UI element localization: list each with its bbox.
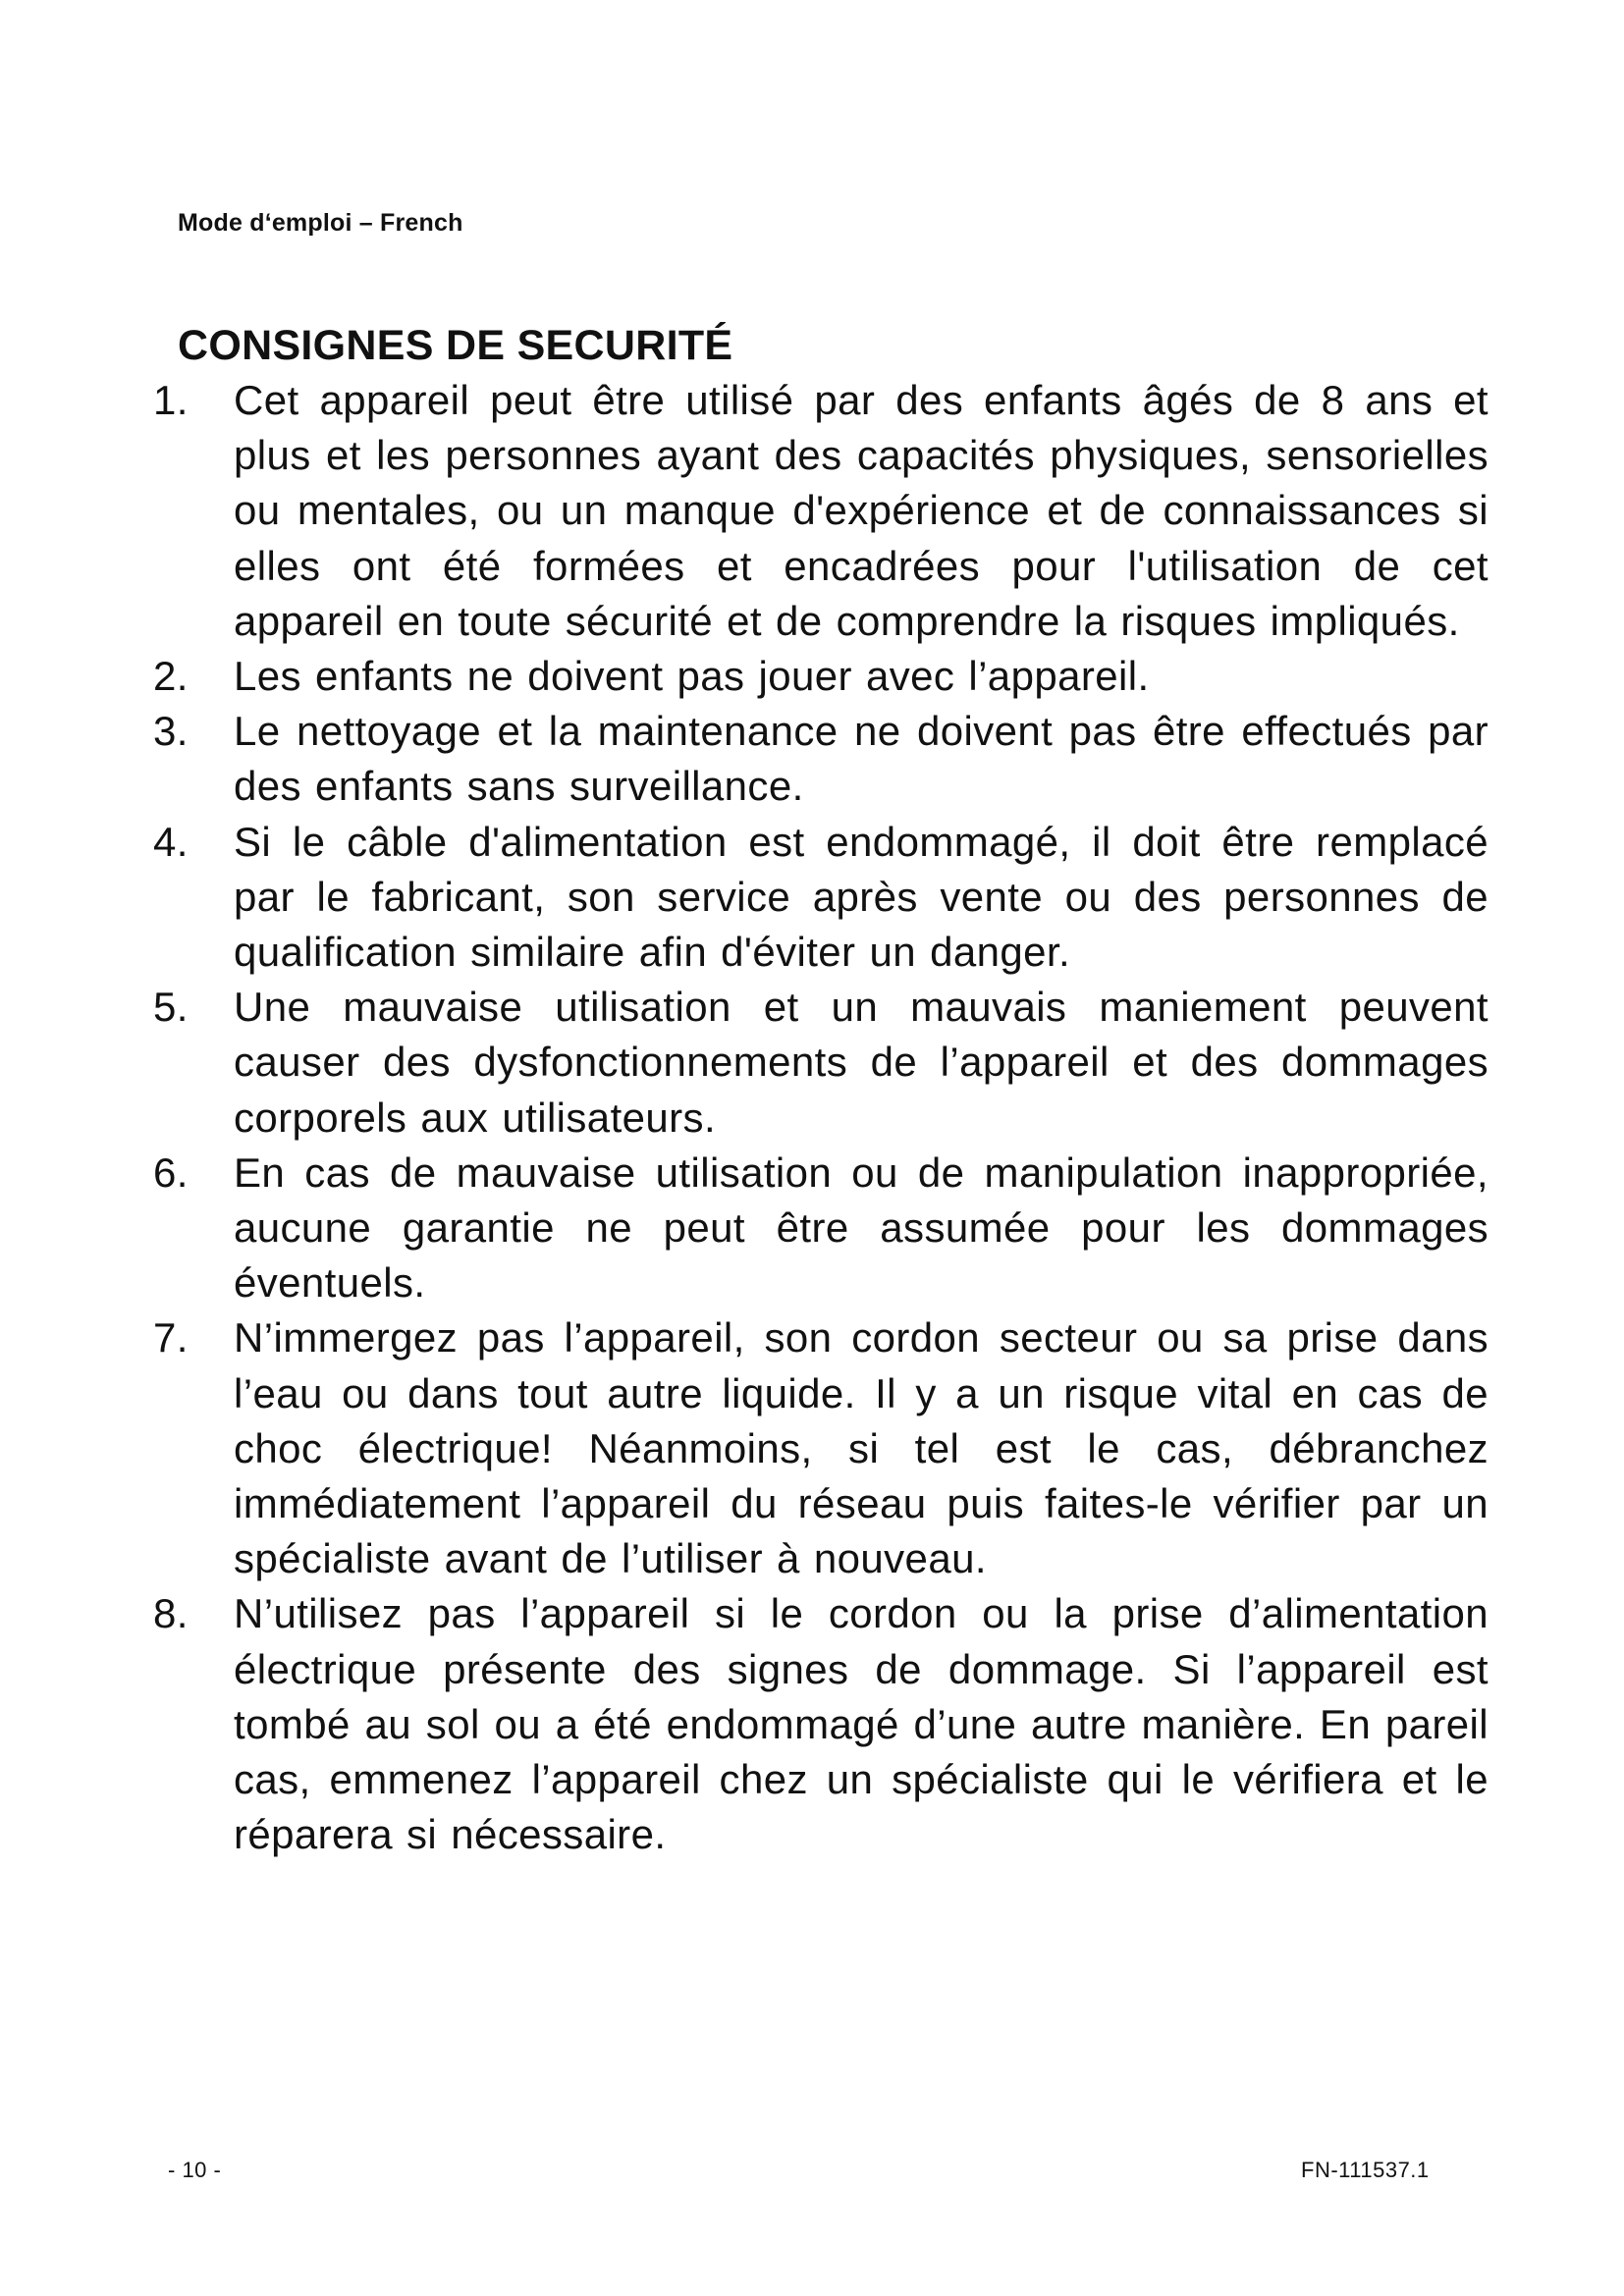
item-number: 6. bbox=[153, 1148, 189, 1196]
safety-instruction-6 bbox=[153, 1146, 1489, 1311]
section-title: CONSIGNES DE SECURITÉ bbox=[178, 322, 733, 369]
safety-instruction-3 bbox=[153, 704, 1489, 814]
safety-instruction-7 bbox=[153, 1310, 1489, 1586]
item-text: Si le câble d'alimentation est endommagé, il doit être remplacé par le fabricant, son service après vente ou des personnes de qualification similaire afin d'éviter un danger. bbox=[234, 818, 1489, 976]
item-text: Le nettoyage et la maintenance ne doivent pas être effectués par des enfants sans surveillance. bbox=[234, 708, 1489, 810]
document-code: FN-111537.1 bbox=[1301, 2158, 1430, 2182]
safety-instruction-1 bbox=[153, 373, 1489, 649]
item-number: 2. bbox=[153, 653, 189, 700]
item-text: Les enfants ne doivent pas jouer avec l’appareil. bbox=[234, 653, 1150, 700]
safety-instruction-2 bbox=[153, 649, 1489, 704]
item-number: 7. bbox=[153, 1314, 189, 1362]
safety-instructions-list bbox=[153, 373, 1489, 1862]
item-number: 3. bbox=[153, 708, 189, 755]
item-text: N’utilisez pas l’appareil si le cordon ou la prise d’alimentation électrique présente des signes de dommage. Si l’appareil est tombé au sol ou a été endommagé d’une autre manière. En pareil cas, emmenez l’appareil chez un spécialiste qui le vérifiera et le réparera si nécessaire. bbox=[234, 1590, 1489, 1858]
document-header: Mode d‘emploi – French bbox=[178, 209, 463, 237]
item-text: N’immergez pas l’appareil, son cordon secteur ou sa prise dans l’eau ou dans tout autre liquide. Il y a un risque vital en cas de choc électrique! Néanmoins, si tel est le cas, débranchez immédiatement l’appareil du réseau puis faites-le vérifier par un spécialiste avant de l’utiliser à nouveau. bbox=[234, 1314, 1489, 1582]
safety-instruction-4 bbox=[153, 815, 1489, 981]
item-number: 4. bbox=[153, 818, 189, 865]
item-number: 5. bbox=[153, 984, 189, 1031]
item-text: Une mauvaise utilisation et un mauvais maniement peuvent causer des dysfonctionnements de l’appareil et des dommages corporels aux utilisateurs. bbox=[234, 984, 1489, 1141]
safety-instruction-5 bbox=[153, 980, 1489, 1146]
safety-instruction-8 bbox=[153, 1586, 1489, 1862]
item-number: 8. bbox=[153, 1590, 189, 1637]
item-text: En cas de mauvaise utilisation ou de manipulation inappropriée, aucune garantie ne peut être assumée pour les dommages éventuels. bbox=[234, 1148, 1489, 1307]
item-number: 1. bbox=[153, 377, 189, 423]
page-number: - 10 - bbox=[168, 2158, 222, 2182]
item-text: Cet appareil peut être utilisé par des enfants âgés de 8 ans et plus et les personnes ayant des capacités physiques, sensorielles ou mentales, ou un manque d'expérience et de connaissances si elles ont été formées et encadrées pour l'utilisation de cet appareil en toute sécurité et de comprendre la risques impliqués. bbox=[234, 377, 1489, 644]
